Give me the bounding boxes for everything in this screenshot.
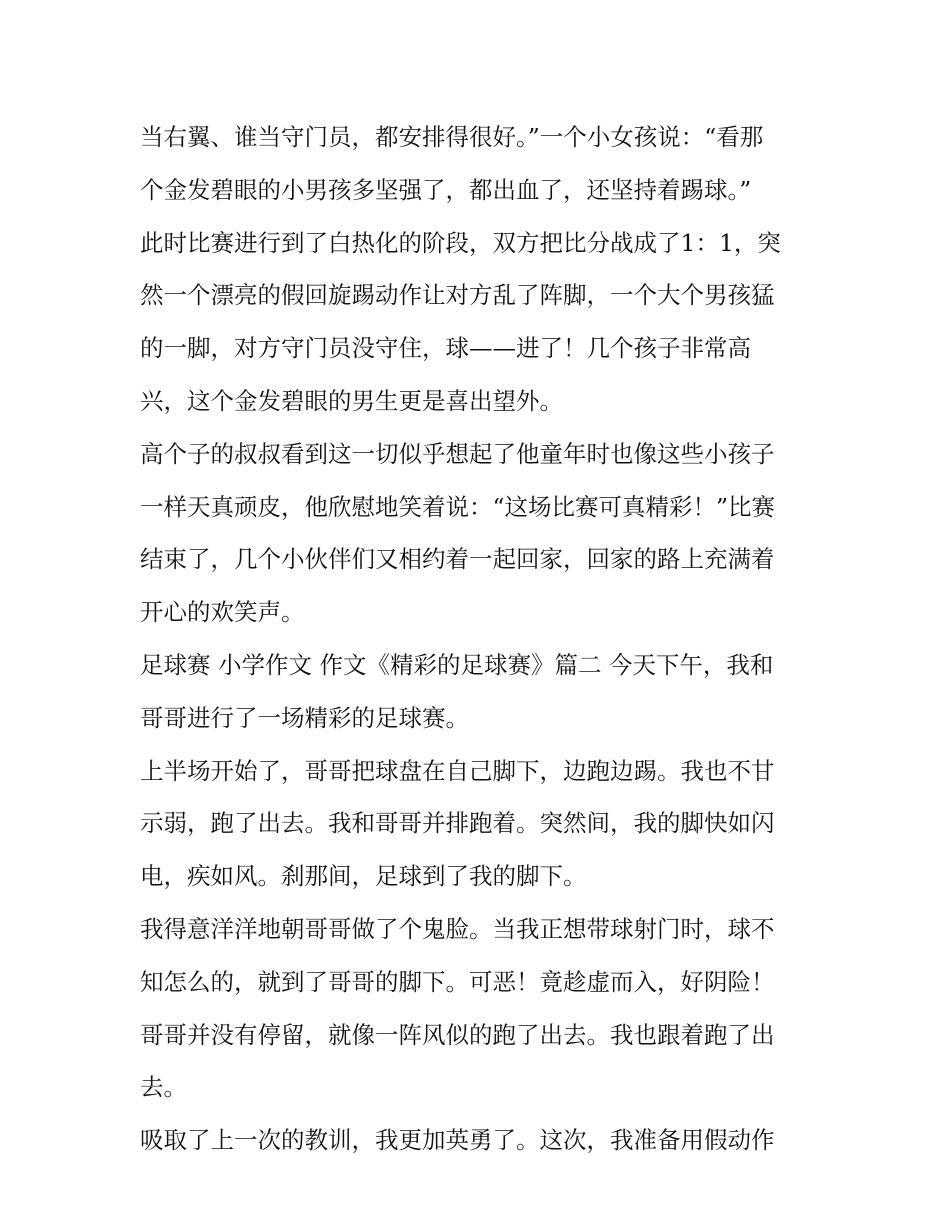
text-line: 兴，这个金发碧眼的男生更是喜出望外。 [140, 386, 563, 415]
text-line: 吸取了上一次的教训，我更加英勇了。这次，我准备用假动作 [140, 1126, 775, 1155]
text-line: 示弱，跑了出去。我和哥哥并排跑着。突然间，我的脚快如闪 [140, 809, 775, 838]
text-line: 此时比赛进行到了白热化的阶段，双方把比分战成了1：1，突 [140, 228, 781, 257]
text-line: 一样天真顽皮，他欣慰地笑着说：“这场比赛可真精彩！”比赛 [140, 492, 776, 521]
text-line: 上半场开始了，哥哥把球盘在自己脚下，边跑边踢。我也不甘 [140, 756, 775, 785]
text-line: 电，疾如风。刹那间，足球到了我的脚下。 [140, 862, 587, 891]
text-line: 然一个漂亮的假回旋踢动作让对方乱了阵脚，一个大个男孩猛 [140, 281, 775, 310]
text-line: 哥哥并没有停留，就像一阵风似的跑了出去。我也跟着跑了出 [140, 1020, 775, 1049]
text-line: 当右翼、谁当守门员，都安排得很好。”一个小女孩说：“看那 [140, 123, 764, 151]
text-line: 结束了，几个小伙伴们又相约着一起回家，回家的路上充满着 [140, 545, 775, 574]
text-line: 我得意洋洋地朝哥哥做了个鬼脸。当我正想带球射门时，球不 [140, 914, 775, 943]
text-line: 哥哥进行了一场精彩的足球赛。 [140, 703, 469, 732]
text-line: 个金发碧眼的小男孩多坚强了，都出血了，还坚持着踢球。” [140, 175, 752, 204]
text-line: 知怎么的，就到了哥哥的脚下。可恶！竟趁虚而入，好阴险！ [140, 967, 775, 996]
text-line: 去。 [140, 1073, 187, 1102]
essay-text-body [140, 111, 812, 1167]
text-line: 高个子的叔叔看到这一切似乎想起了他童年时也像这些小孩子 [140, 439, 775, 468]
text-line: 的一脚，对方守门员没守住，球——进了！几个孩子非常高 [140, 334, 751, 363]
text-line: 开心的欢笑声。 [140, 598, 305, 627]
text-line: 足球赛 小学作文 作文《精彩的足球赛》篇二 今天下午，我和 [140, 650, 774, 679]
